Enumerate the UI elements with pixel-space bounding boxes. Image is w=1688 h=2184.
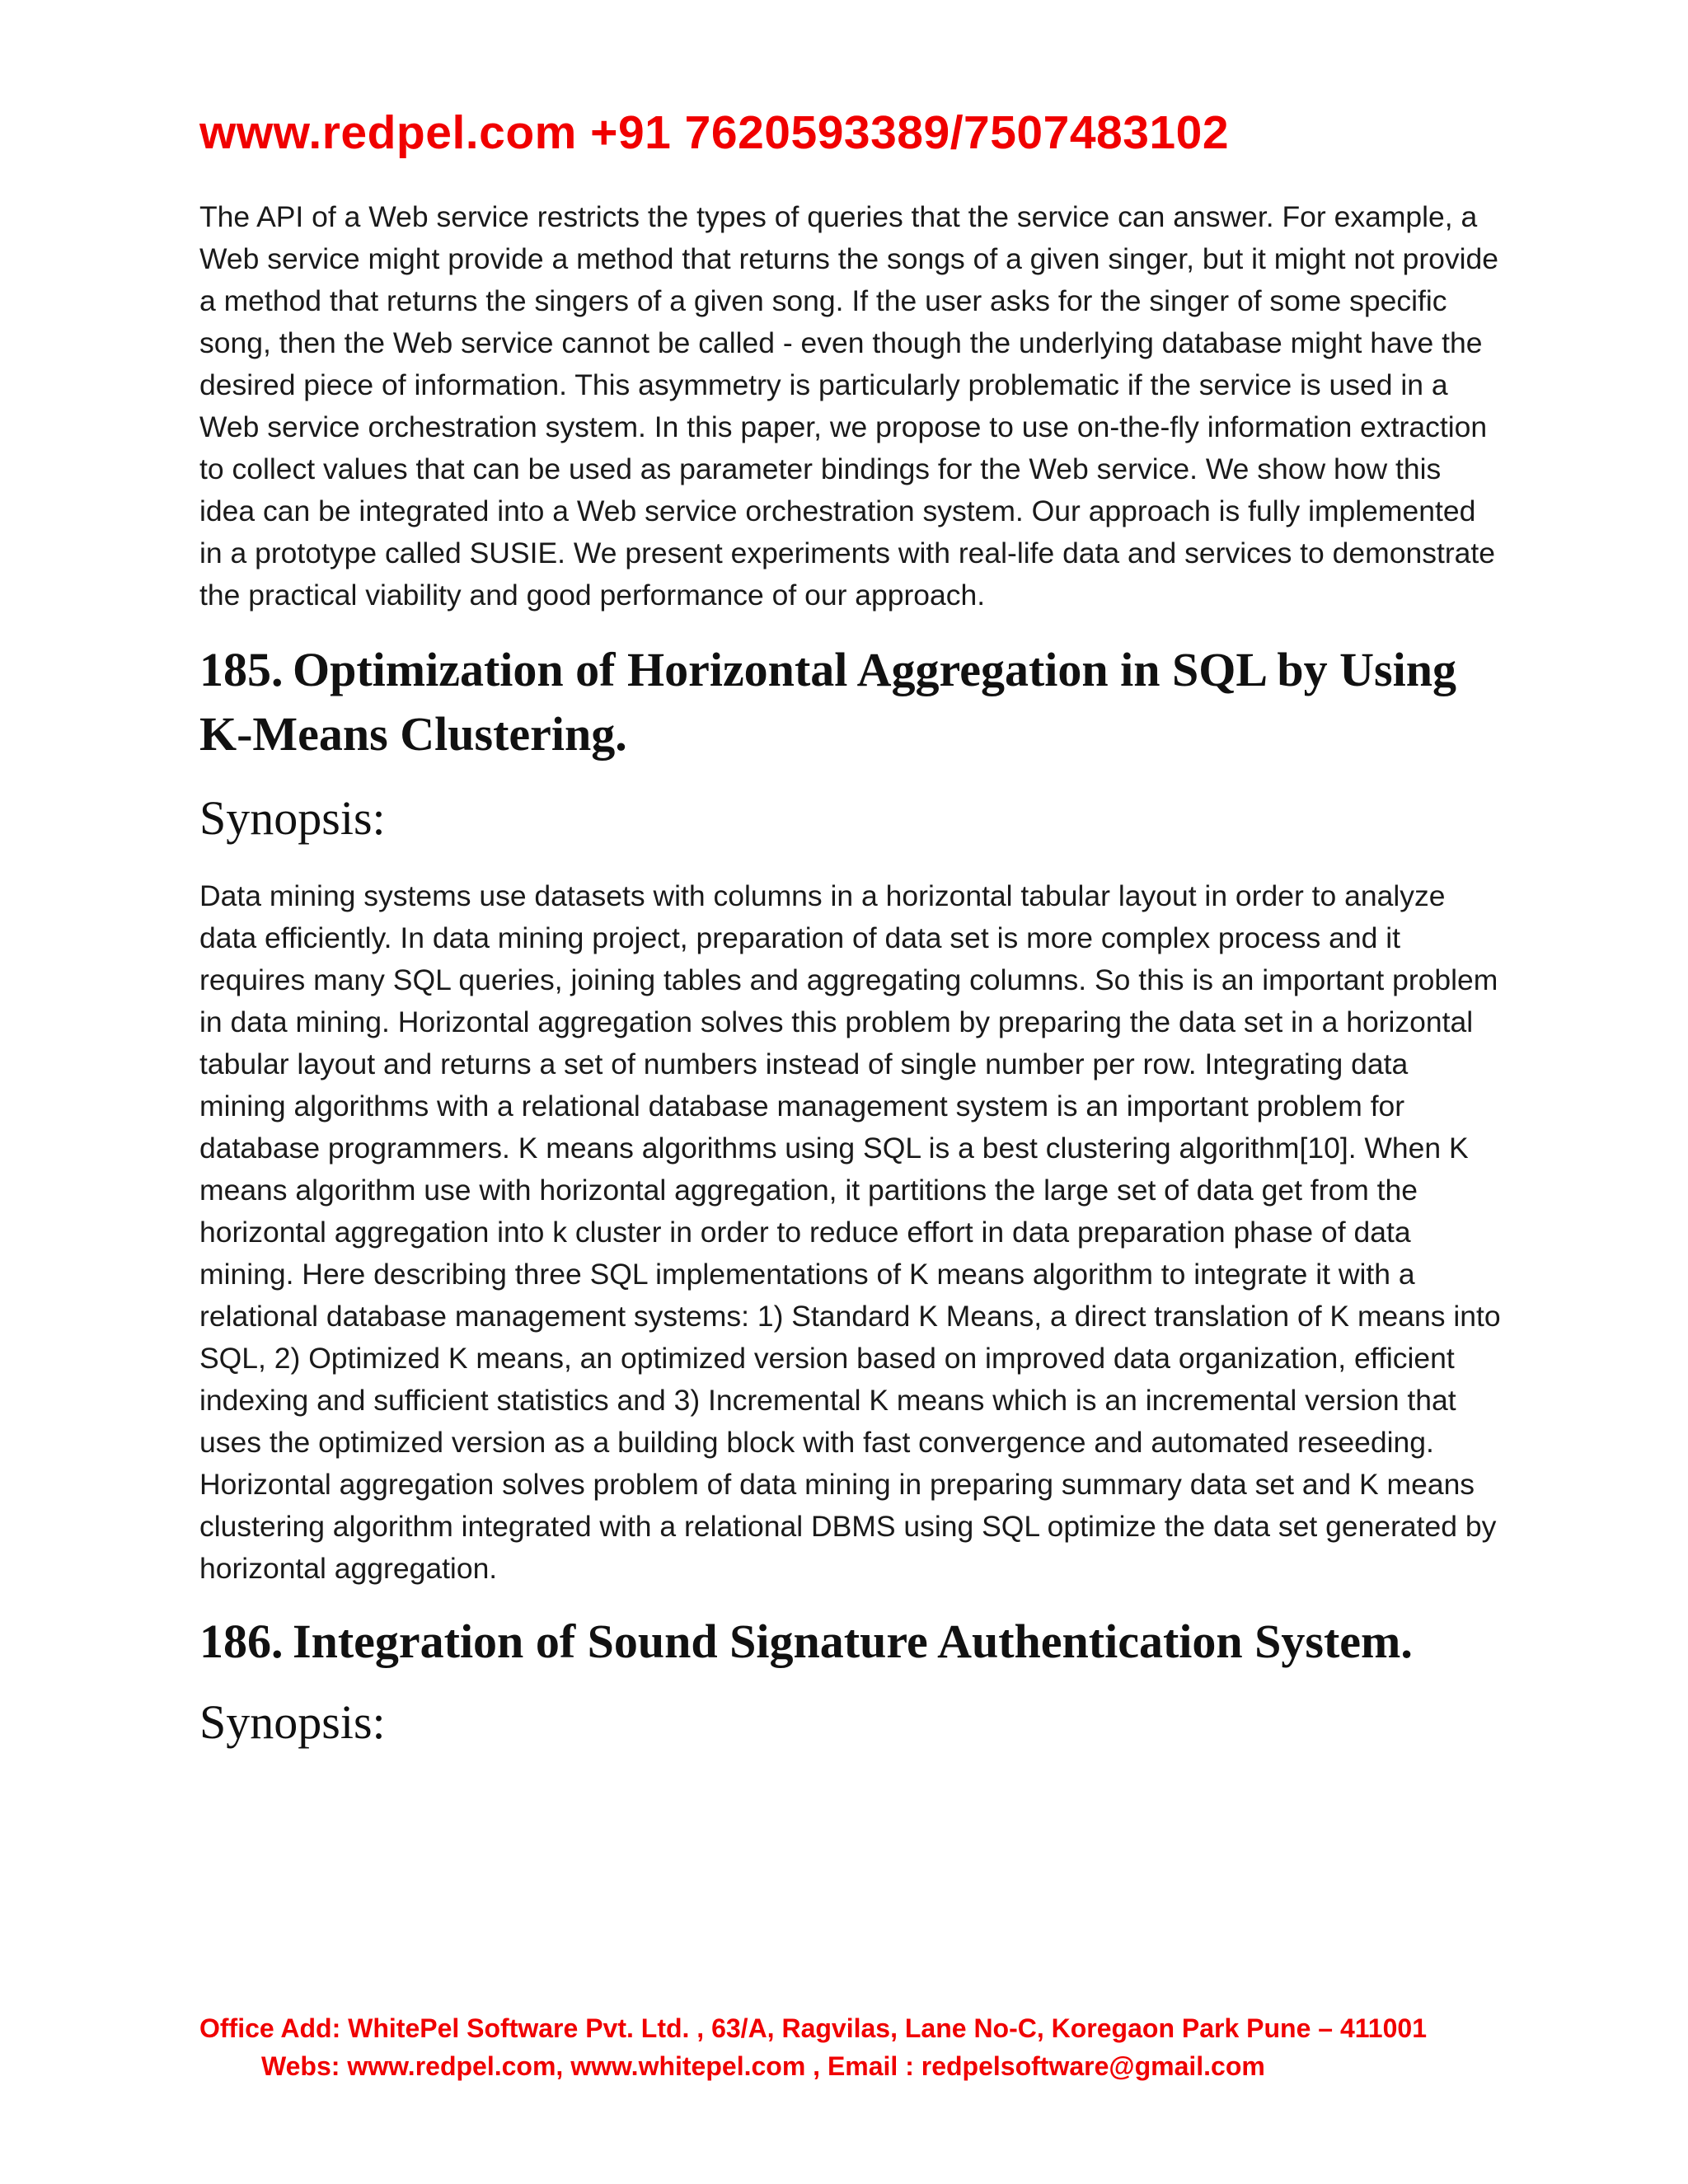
section-186-title: Integration of Sound Signature Authentication System.	[293, 1615, 1413, 1668]
section-186-number: 186.	[199, 1615, 284, 1668]
section-185-synopsis-label: Synopsis:	[199, 791, 386, 845]
section-185-heading	[199, 638, 1502, 766]
page-content	[199, 196, 1502, 1751]
footer-address: Office Add: WhitePel Software Pvt. Ltd. , 63/A, Ragvilas, Lane No-C, Koregaon Park Pune – 411001	[199, 2013, 1427, 2043]
section-185-synopsis-text: Data mining systems use datasets with columns in a horizontal tabular layout in order to analyze data efficiently. In data mining project, preparation of data set is more complex process and it requires many SQL queries, joining tables and aggregating columns. So this is an important problem in data mining. Horizontal aggregation solves this problem by preparing the data set in a horizontal tabular layout and returns a set of numbers instead of single number per row. Integrating data mining algorithms with a relational database management system is an important problem for database programmers. K means algorithms using SQL is a best clustering algorithm[10]. When K means algorithm use with horizontal aggregation, it partitions the large set of data get from the horizontal aggregation into k cluster in order to reduce effort in data preparation phase of data mining. Here describing three SQL implementations of K means algorithm to integrate it with a relational database management systems: 1) Standard K Means, a direct translation of K means into SQL, 2) Optimized K means, an optimized version based on improved data organization, efficient indexing and sufficient statistics and 3) Incremental K means which is an incremental version that uses the optimized version as a building block with fast convergence and automated reseeding. Horizontal aggregation solves problem of data mining in preparing summary data set and K means clustering algorithm integrated with a relational DBMS using SQL optimize the data set generated by horizontal aggregation.	[199, 879, 1501, 1585]
footer-websites: Webs: www.redpel.com, www.whitepel.com , Email : redpelsoftware@gmail.com	[261, 2051, 1265, 2081]
section-185-number: 185.	[199, 643, 284, 696]
section-186-heading	[199, 1610, 1502, 1674]
header-contact-line: www.redpel.com +91 7620593389/7507483102	[199, 106, 1230, 159]
section-185-title: Optimization of Horizontal Aggregation in SQL by Using K-Means Clustering.	[199, 643, 1456, 761]
intro-paragraph: The API of a Web service restricts the types of queries that the service can answer. For example, a Web service might provide a method that returns the songs of a given singer, but it might not provide a method that returns the singers of a given song. If the user asks for the singer of some specific song, then the Web service cannot be called - even though the underlying database might have the desired piece of information. This asymmetry is particularly problematic if the service is used in a Web service orchestration system. In this paper, we propose to use on-the-fly information extraction to collect values that can be used as parameter bindings for the Web service. We show how this idea can be integrated into a Web service orchestration system. Our approach is fully implemented in a prototype called SUSIE. We present experiments with real-life data and services to demonstrate the practical viability and good performance of our approach.	[199, 200, 1499, 612]
section-186-synopsis-label: Synopsis:	[199, 1695, 386, 1749]
